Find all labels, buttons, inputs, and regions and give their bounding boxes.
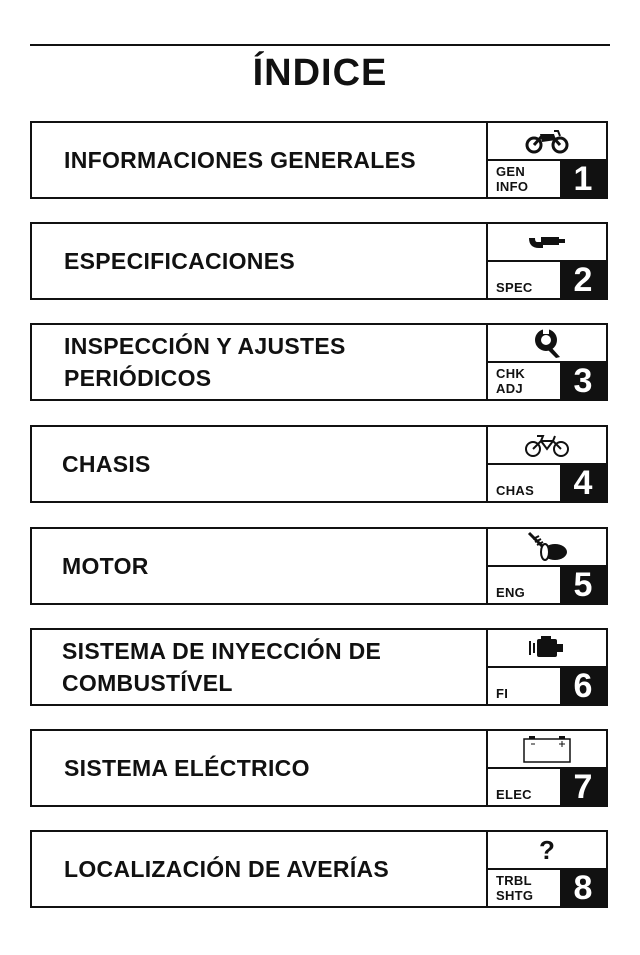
chapter-code [496, 686, 508, 701]
chapter-code [496, 366, 525, 396]
chapter-label-line: SISTEMA DE INYECCIÓN DE [62, 637, 382, 664]
chapter-label-line: COMBUSTÍVEL [62, 670, 233, 696]
chapter-label-line: SISTEMA ELÉCTRICO [64, 754, 310, 781]
chapter-label [64, 325, 476, 399]
chapter-tab [486, 427, 606, 501]
chapter-label-line: ESPECIFICACIONES [64, 247, 296, 274]
chapter-label [62, 529, 476, 603]
battery-icon [488, 731, 606, 769]
chapter-label [64, 224, 476, 298]
inspection-wrench-icon [488, 325, 606, 363]
wrench-spec-icon [488, 224, 606, 262]
chapter-row-gen-info[interactable] [30, 121, 608, 199]
chapter-code [496, 787, 532, 802]
chassis-bike-icon [488, 427, 606, 465]
chapter-code [496, 483, 534, 498]
question-mark-glyph: ? [539, 835, 555, 865]
chapter-row-eng[interactable] [30, 527, 608, 605]
chapter-row-chk-adj[interactable] [30, 323, 608, 401]
chapter-label [62, 427, 476, 501]
chapter-code-line: SHTG [496, 888, 534, 903]
chapter-tab [486, 325, 606, 399]
question-icon [488, 832, 606, 870]
chapter-number: 8 [560, 870, 606, 906]
fuel-injection-engine-icon [488, 630, 606, 668]
chapter-code-line: ADJ [496, 381, 523, 396]
chapter-row-fi[interactable] [30, 628, 608, 706]
chapter-code-line: FI [496, 686, 509, 701]
page-title: ÍNDICE [252, 52, 388, 94]
chapter-code-line: ELEC [496, 787, 532, 802]
top-rule [30, 44, 610, 46]
chapter-number: 5 [560, 567, 606, 603]
chapter-number: 7 [560, 769, 606, 805]
chapter-code-line: ENG [496, 585, 526, 600]
chapter-label-line: LOCALIZACIÓN DE AVERÍAS [64, 855, 390, 882]
chapter-number: 4 [560, 465, 606, 501]
chapter-number: 6 [560, 668, 606, 704]
chapter-tab [486, 832, 606, 906]
chapter-number: 1 [560, 161, 606, 197]
chapter-row-elec[interactable] [30, 729, 608, 807]
chapter-tab [486, 123, 606, 197]
chapter-label [62, 630, 476, 704]
chapter-code-line: INFO [496, 179, 529, 194]
chapter-code-line: SPEC [496, 280, 533, 295]
chapter-code-line: CHAS [496, 483, 535, 498]
chapter-label [64, 731, 476, 805]
motorcycle-icon [488, 123, 606, 161]
chapter-tab [486, 224, 606, 298]
chapter-tab [486, 529, 606, 603]
chapter-code-line: CHK [496, 366, 526, 381]
chapter-label [64, 832, 476, 906]
chapter-label-line: INSPECCIÓN Y AJUSTES [64, 332, 346, 359]
chapter-tab [486, 731, 606, 805]
chapter-code [496, 585, 525, 600]
chapter-label-line: PERIÓDICOS [64, 365, 212, 391]
chapter-label-line: CHASIS [62, 450, 151, 477]
chapter-label-line: INFORMACIONES GENERALES [64, 146, 416, 173]
chapter-tab [486, 630, 606, 704]
chapter-code [496, 280, 533, 295]
engine-spring-icon [488, 529, 606, 567]
chapter-code-line: TRBL [496, 873, 532, 888]
chapter-code [496, 164, 528, 194]
chapter-code-line: GEN [496, 164, 526, 179]
chapter-label [64, 123, 476, 197]
chapter-number: 2 [560, 262, 606, 298]
chapter-row-chas[interactable] [30, 425, 608, 503]
chapter-row-spec[interactable] [30, 222, 608, 300]
chapter-row-trbl-shtg[interactable] [30, 830, 608, 908]
chapter-code [496, 873, 533, 903]
chapter-label-line: MOTOR [62, 552, 149, 579]
chapter-number: 3 [560, 363, 606, 399]
